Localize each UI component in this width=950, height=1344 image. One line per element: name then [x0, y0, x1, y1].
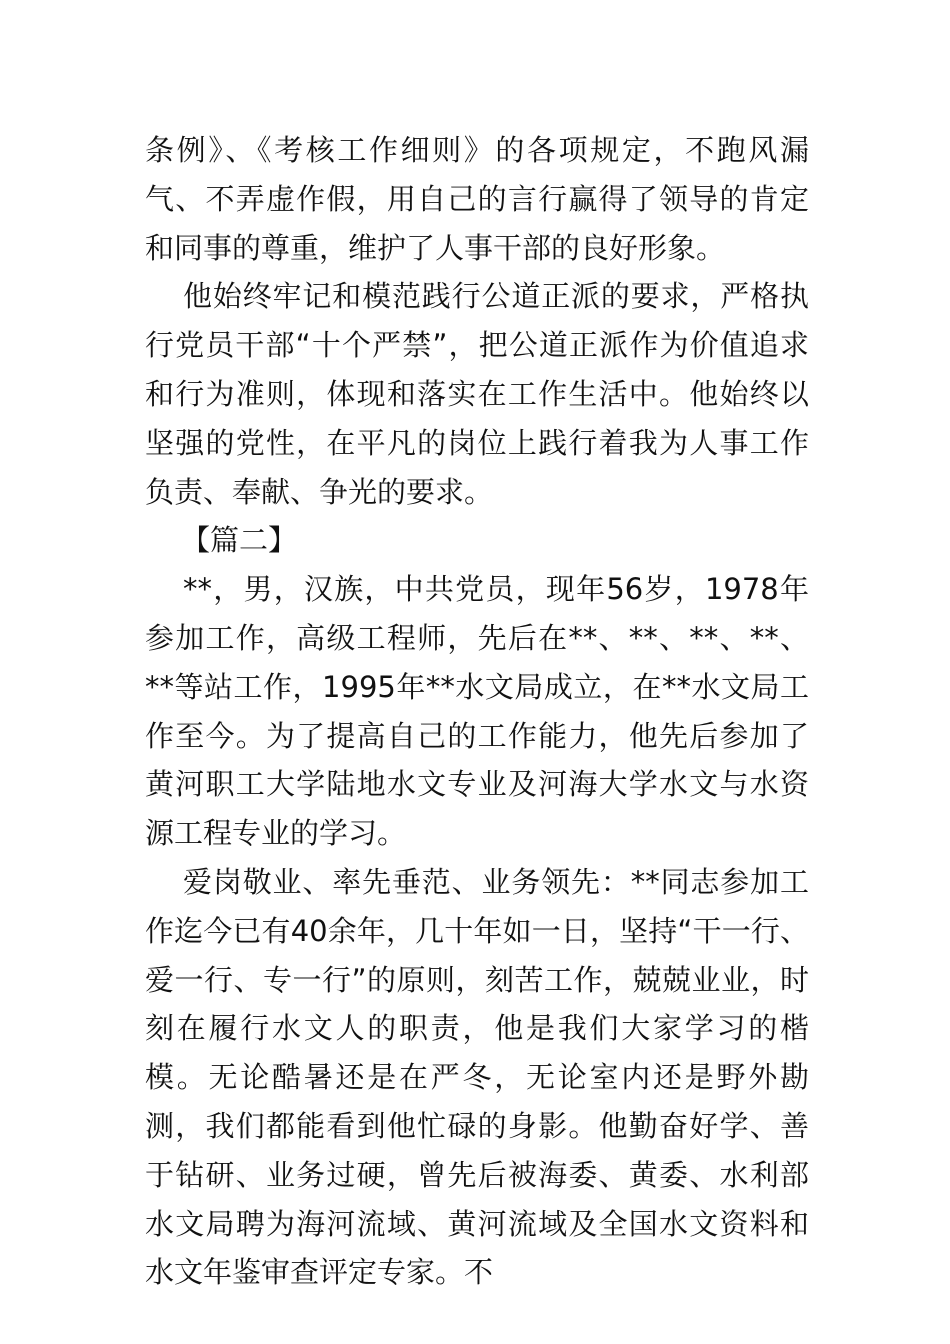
paragraph-dedication: 爱岗敬业、率先垂范、业务领先：**同志参加工作迄今已有40余年，几十年如一日，坚持“干一行、爱一行、专一行”的原则，刻苦工作，兢兢业业，时刻在履行水文人的职责，他是我们大家学习的楷模。无论酷暑还是在严冬，无论室内还是野外勘测，我们都能看到他忙碌的身影。他勤奋好学、善于钻研、业务过硬，曾先后被海委、黄委、水利部水文局聘为海河流域、黄河流域及全国水文资料和水文年鉴审查评定专家。不: [145, 864, 809, 1290]
document-page: [145, 126, 809, 1297]
section-heading: 【篇二】: [181, 523, 298, 558]
paragraph-profile: **，男，汉族，中共党员，现年56岁，1978年参加工作，高级工程师，先后在**、**、**、**、**等站工作，1995年**水文局成立，在**水文局工作至今。为了提高自己的工作能力，他先后参加了黄河职工大学陆地水文专业及河海大学水文与水资源工程专业的学习。: [145, 572, 809, 851]
paragraph-continuation: 条例》、《考核工作细则》的各项规定，不跑风漏气、不弄虚作假，用自己的言行赢得了领导的肯定和同事的尊重，维护了人事干部的良好形象。: [145, 133, 809, 265]
paragraph-fairness: 他始终牢记和模范践行公道正派的要求，严格执行党员干部“十个严禁”，把公道正派作为价值追求和行为准则，体现和落实在工作生活中。他始终以坚强的党性，在平凡的岗位上践行着我为人事工作负责、奉献、争光的要求。: [145, 279, 809, 509]
